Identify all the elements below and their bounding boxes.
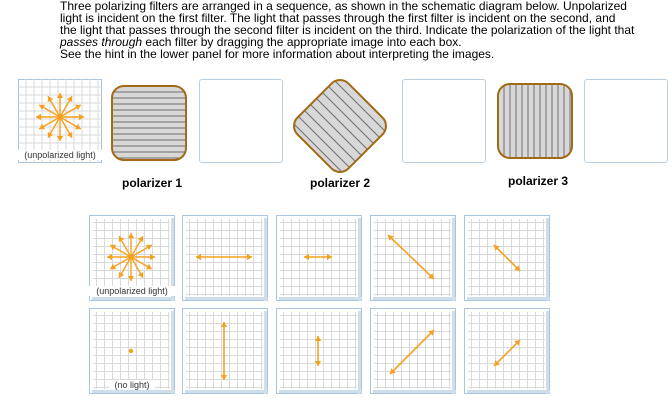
instructions-line-5: See the hint in the lower panel for more information about interpreting the images. bbox=[60, 47, 495, 61]
polarizer-1-filter bbox=[110, 84, 188, 167]
polarizer-1-label: polarizer 1 bbox=[121, 176, 183, 190]
polarizer-2-label: polarizer 2 bbox=[309, 176, 371, 190]
horizontal-short-polarization-diagram bbox=[276, 215, 362, 301]
polarizer-2-filter bbox=[284, 70, 396, 187]
instructions-emphasis: passes through bbox=[60, 35, 143, 49]
horizontal-long-polarization-diagram bbox=[182, 215, 268, 301]
draggable-diagonal-up-short-image[interactable] bbox=[464, 308, 550, 394]
instructions-line-2: light is incident on the first filter. The light that passes through the first filter is incident on the second, and bbox=[60, 11, 616, 25]
draggable-diagonal-up-long-image[interactable] bbox=[370, 308, 456, 394]
draggable-unpolarized-image[interactable] bbox=[89, 215, 175, 301]
diagonal-up-short-polarization-diagram bbox=[464, 308, 550, 394]
draggable-horizontal-short-image[interactable] bbox=[276, 215, 362, 301]
drop-box-after-polarizer-2[interactable] bbox=[402, 79, 486, 163]
no-light-arrow-icon bbox=[129, 349, 133, 353]
draggable-vertical-short-image[interactable] bbox=[276, 308, 362, 394]
vertical-long-polarization-diagram bbox=[182, 308, 268, 394]
draggable-no-light-image[interactable] bbox=[89, 308, 175, 394]
instructions-line-3: the light that passes through the second filter is incident on the third. Indicate the polarization of the light that bbox=[60, 23, 635, 37]
draggable-diagonal-down-short-image[interactable] bbox=[464, 215, 550, 301]
source-unpolarized-light-tile bbox=[18, 79, 102, 163]
drop-box-after-polarizer-3[interactable] bbox=[584, 79, 668, 163]
instructions-line-4-rest: each filter by dragging the appropriate image into each box. bbox=[142, 35, 462, 49]
draggable-horizontal-long-image[interactable] bbox=[182, 215, 268, 301]
vertical-short-polarization-diagram bbox=[276, 308, 362, 394]
diagonal-up-long-polarization-diagram bbox=[370, 308, 456, 394]
diagonal-down-short-polarization-diagram bbox=[464, 215, 550, 301]
unpolarized-caption: (unpolarized light) bbox=[89, 286, 175, 296]
diagonal-down-long-polarization-diagram bbox=[370, 215, 456, 301]
polarizer-3-filter bbox=[496, 82, 574, 165]
unpolarized-light-caption: (unpolarized light) bbox=[18, 150, 102, 160]
instructions-text bbox=[60, 0, 660, 60]
polarizer-3-label: polarizer 3 bbox=[507, 174, 569, 188]
no-light-caption: (no light) bbox=[109, 380, 155, 390]
draggable-vertical-long-image[interactable] bbox=[182, 308, 268, 394]
draggable-diagonal-down-long-image[interactable] bbox=[370, 215, 456, 301]
drop-box-after-polarizer-1[interactable] bbox=[199, 79, 283, 163]
instructions-line-1: Three polarizing filters are arranged in a sequence, as shown in the schematic diagram below. Unpolarized bbox=[60, 0, 627, 13]
